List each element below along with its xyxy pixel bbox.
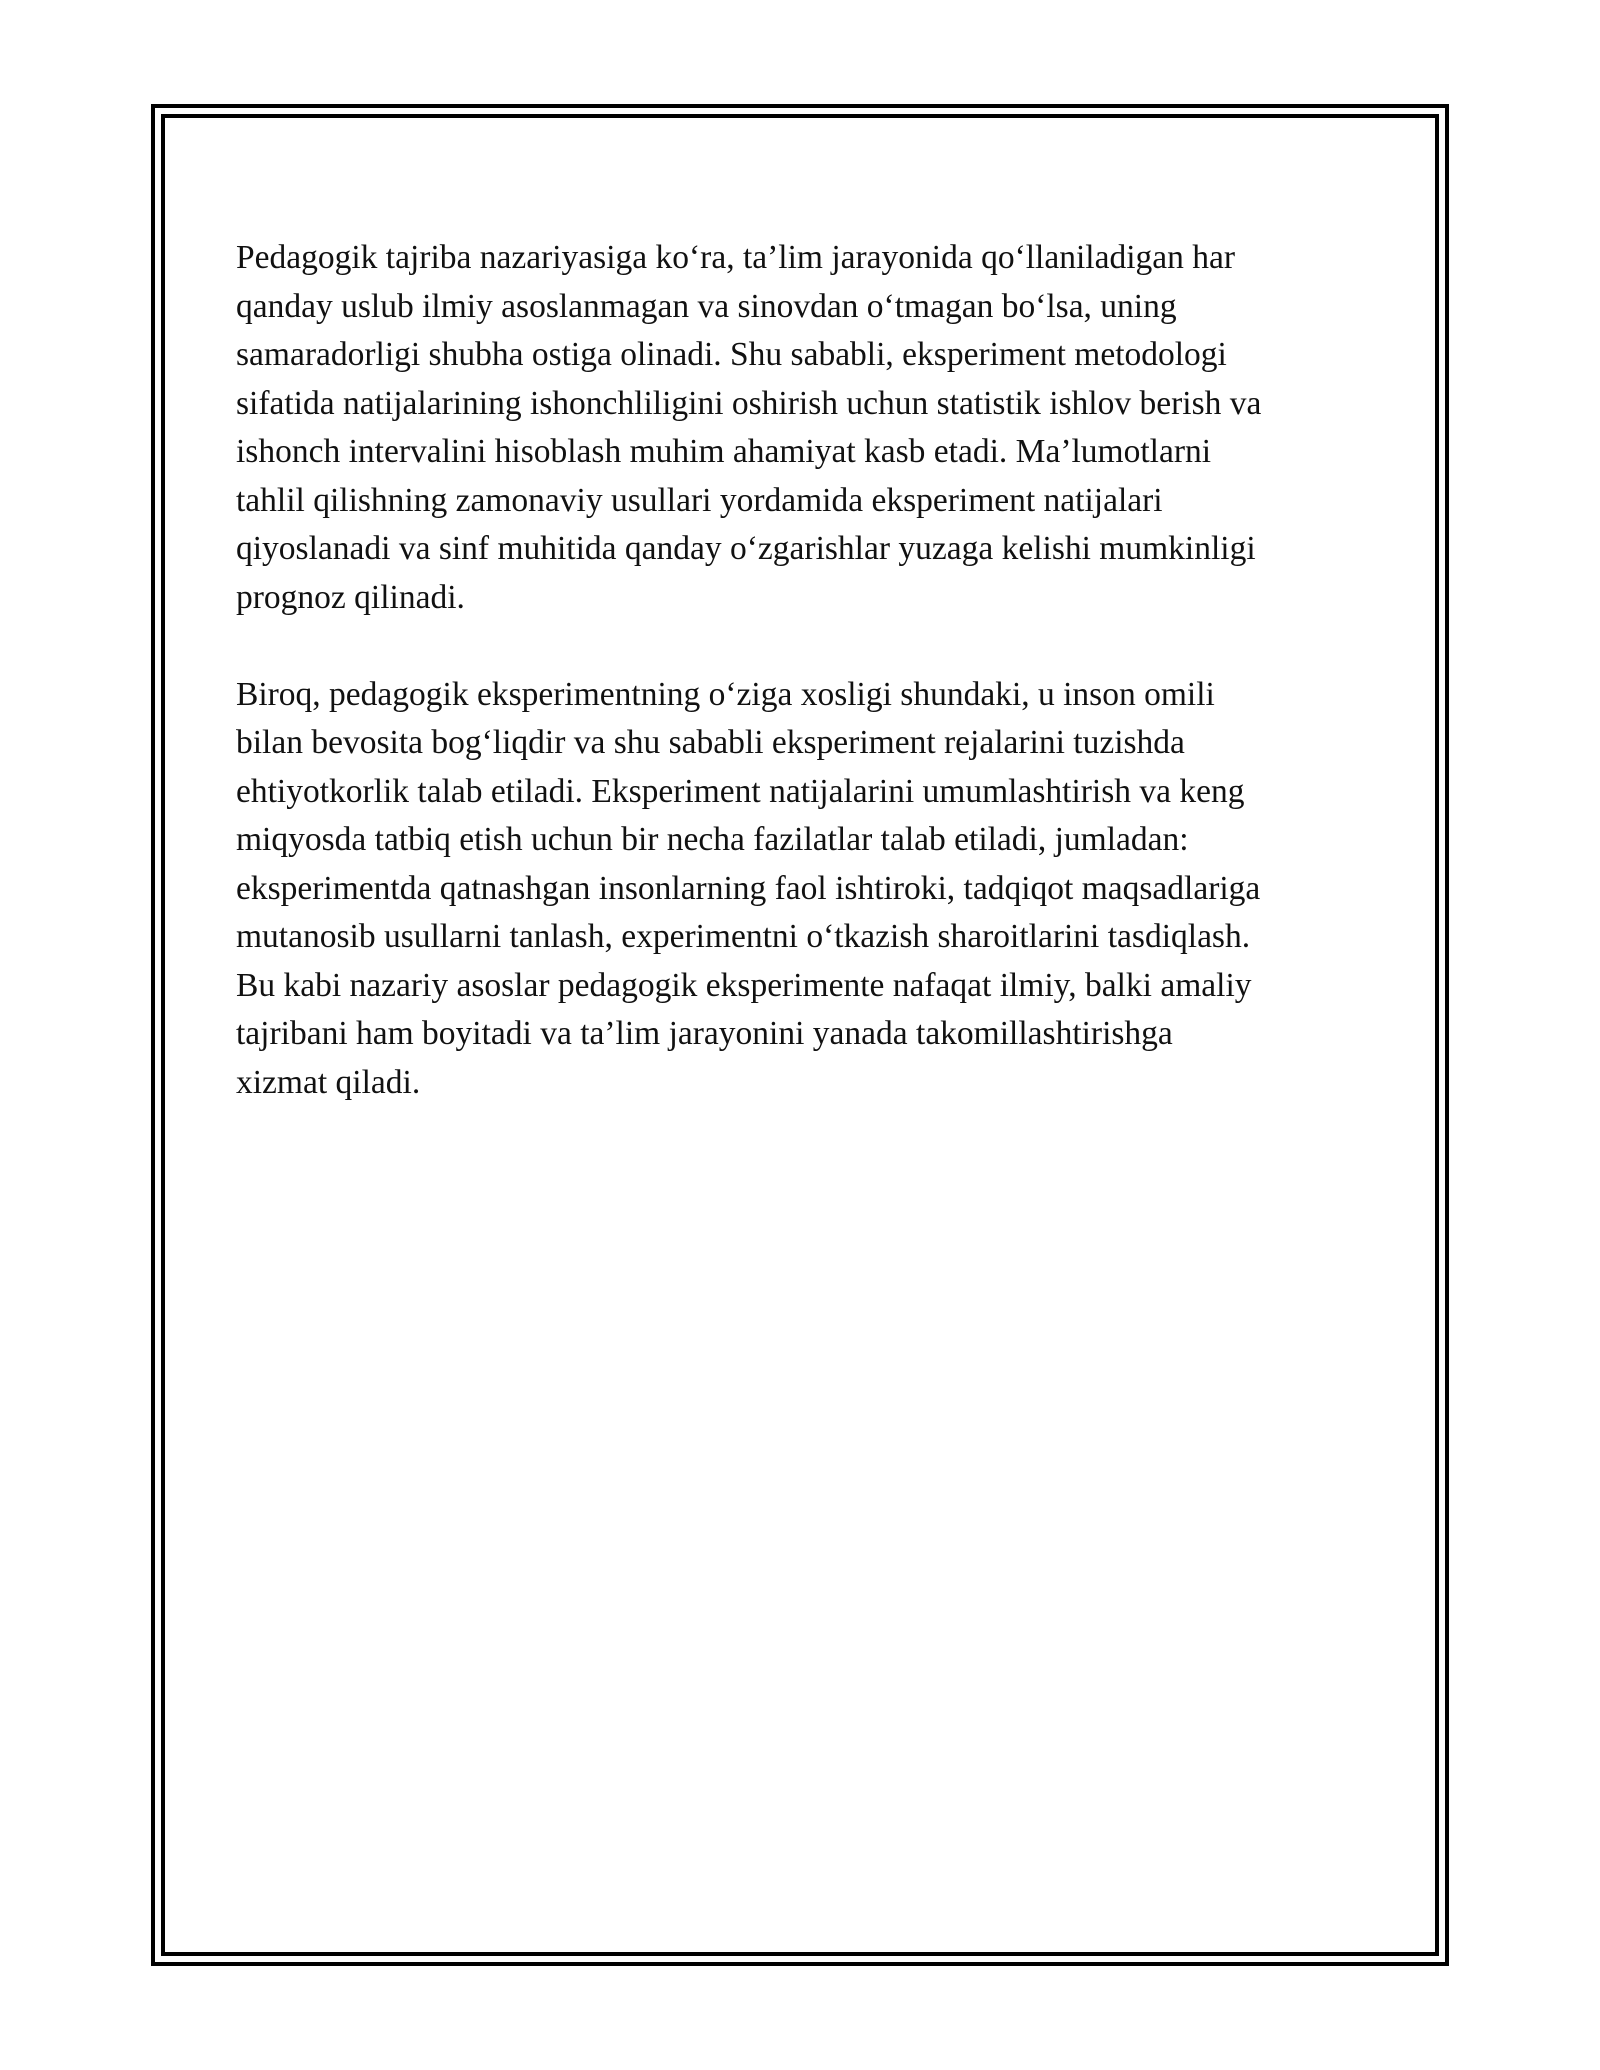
text-line: qanday uslub ilmiy asoslanmagan va sinovdan o‘tmagan bo‘lsa, uning — [236, 287, 1177, 325]
text-line: Bu kabi nazariy asoslar pedagogik eksperimente nafaqat ilmiy, balki amaliy — [236, 966, 1252, 1004]
text-line: ehtiyotkorlik talab etiladi. Eksperiment natijalarini umumlashtirish va keng — [236, 772, 1245, 810]
text-line: mutanosib usullarni tanlash, experimentni o‘tkazish sharoitlarini tasdiqlash. — [236, 918, 1251, 955]
text-line: samaradorligi shubha ostiga olinadi. Shu sababli, eksperiment metodologi — [236, 336, 1227, 373]
text-line: miqyosda tatbiq etish uchun bir necha fazilatlar talab etiladi, jumladan: — [236, 821, 1189, 858]
text-line: bilan bevosita bog‘liqdir va shu sababli eksperiment rejalarini tuzishda — [236, 724, 1185, 761]
text-line: Biroq, pedagogik eksperimentning o‘ziga xosligi shundaki, u inson omili — [236, 675, 1215, 713]
paragraph-2 — [236, 671, 1376, 1108]
paragraph-1 — [236, 234, 1376, 622]
text-line: eksperimentda qatnashgan insonlarning faol ishtiroki, tadqiqot maqsadlariga — [236, 869, 1261, 907]
text-line: prognoz qilinadi. — [236, 578, 465, 616]
text-line: Pedagogik tajriba nazariyasiga ko‘ra, ta’lim jarayonida qo‘llaniladigan har — [236, 239, 1236, 276]
text-line: tahlil qilishning zamonaviy usullari yordamida eksperiment natijalari — [236, 481, 1163, 519]
text-line: tajribani ham boyitadi va ta’lim jarayonini yanada takomillashtirishga — [236, 1015, 1173, 1052]
text-line: xizmat qiladi. — [236, 1063, 421, 1101]
document-body — [236, 234, 1376, 1156]
text-line: sifatida natijalarining ishonchliligini oshirish uchun statistik ishlov berish va — [236, 384, 1262, 422]
text-line: ishonch intervalini hisoblash muhim ahamiyat kasb etadi. Ma’lumotlarni — [236, 433, 1212, 470]
text-line: qiyoslanadi va sinf muhitida qanday o‘zgarishlar yuzaga kelishi mumkinligi — [236, 530, 1256, 567]
